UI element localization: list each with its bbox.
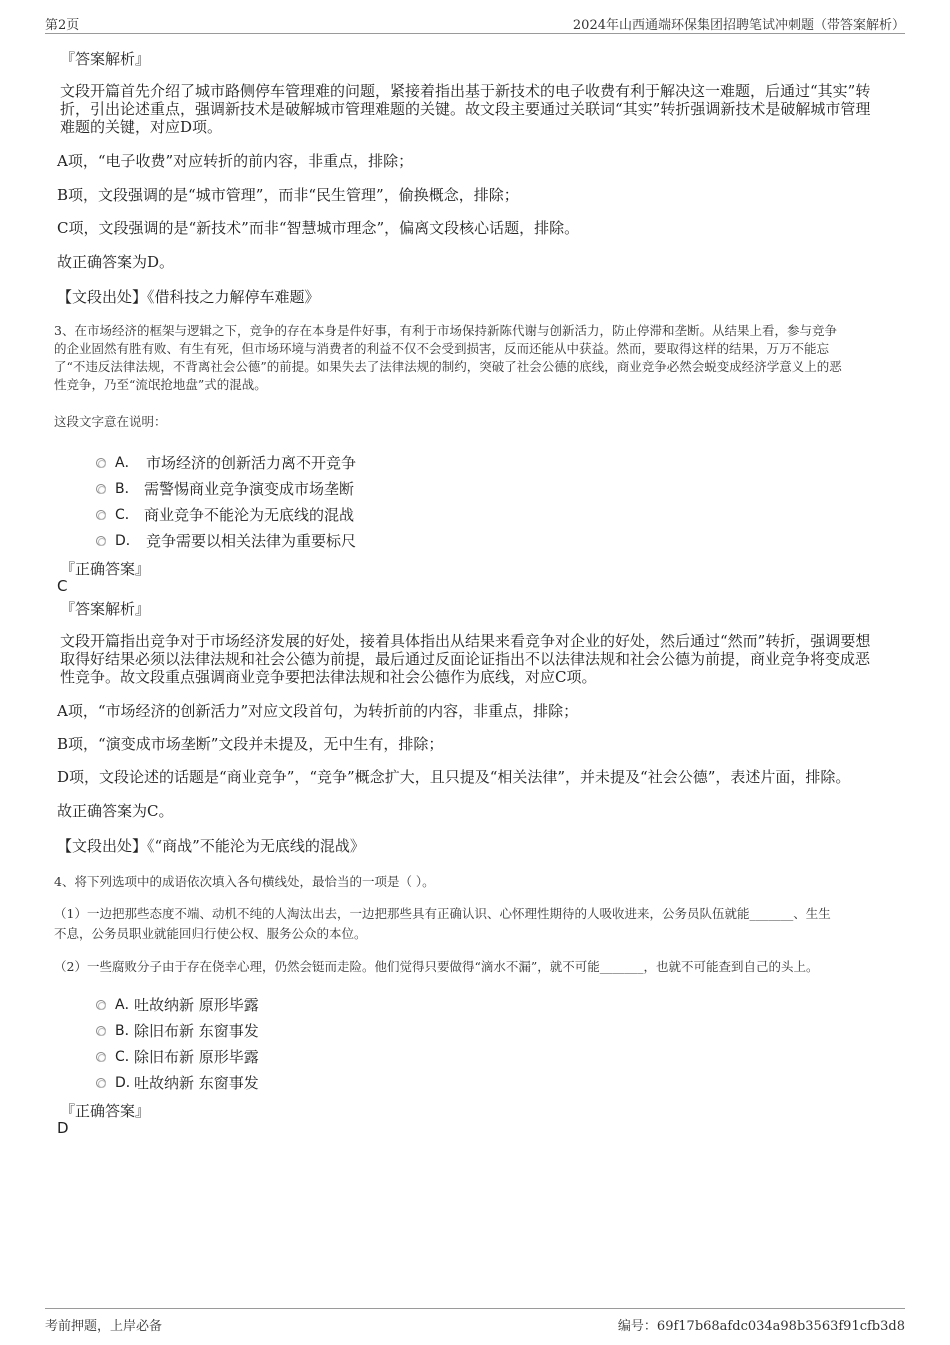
q3-source: [57, 835, 365, 856]
q3-analysis-tag: 『答案解析』: [60, 600, 151, 618]
q2-option-a-analysis: A项，“电子收费”对应转折的前内容，非重点，排除；: [57, 152, 414, 170]
q2-option-b-analysis: B项，文段强调的是“城市管理”，而非“民生管理”，偷换概念，排除；: [57, 186, 519, 204]
q3-source-title: 《“商战”不能沦为无底线的混战》: [147, 837, 365, 855]
q4-sentence-1-line-1: （1）一边把那些态度不端、动机不纯的人淘汰出去，一边把那些具有正确认识、心怀理性期待的人吸收进来，公务员队伍就能_______、生生: [54, 906, 831, 921]
q4-correct-tag: 『正确答案』: [60, 1102, 151, 1120]
q3-correct-tag: 『正确答案』: [60, 560, 151, 578]
q3-analysis-line-1: 文段开篇指出竞争对于市场经济发展的好处，接着具体指出从结果来看竞争对企业的好处，然后通过“然而”转折，强调要想: [60, 632, 871, 650]
q4-sentence-1-line-2: 不息，公务员职业就能回归行使公权、服务公众的本位。: [54, 926, 367, 941]
radio-icon[interactable]: [96, 1078, 106, 1088]
q3-stem-line-2: 的企业固然有胜有败、有生有死，但市场环境与消费者的利益不仅不会受到损害，反而还能从中获益。然而，要取得这样的结果，万万不能忘: [54, 341, 830, 356]
q3-stem-line-1: 3、在市场经济的框架与逻辑之下，竞争的存在本身是件好事，有利于市场保持新陈代谢与创新活力，防止停滞和垄断。从结果上看，参与竞争: [54, 323, 837, 338]
q3-analysis-line-2: 取得好结果必须以法律法规和社会公德为前提，最后通过反面论证指出不以法律法规和社会公德为前提，商业竞争将变成恶: [60, 650, 871, 668]
q3-conclusion: 故正确答案为C。: [57, 802, 174, 820]
radio-icon[interactable]: [96, 1052, 106, 1062]
q2-source: [57, 286, 320, 307]
footer-slogan: 考前押题，上岸必备: [45, 1319, 163, 1334]
q3-stem-line-4: 性竞争，乃至“流氓抢地盘”式的混战。: [54, 377, 267, 392]
q3-stem-line-3: 了“不违反法律法规，不背离社会公德”的前提。如果失去了法律法规的制约，突破了社会公德的底线，商业竞争必然会蜕变成经济学意义上的恶: [54, 359, 842, 374]
radio-icon[interactable]: [96, 510, 106, 520]
q3-option-b-analysis: B项，“演变成市场垄断”文段并未提及，无中生有，排除；: [57, 735, 444, 753]
q4-correct-answer: D: [57, 1119, 69, 1137]
q4-stem: 4、将下列选项中的成语依次填入各句横线处，最恰当的一项是（ ）。: [54, 874, 435, 889]
q2-analysis-line-2: 折，引出论述重点，强调新技术是破解城市管理难题的关键。故文段主要通过关联词“其实”转折强调新技术是破解城市管理: [60, 100, 871, 118]
q3-option-d-analysis: D项，文段论述的话题是“商业竞争”，“竞争”概念扩大，且只提及“相关法律”，并未提及“社会公德”，表述片面，排除。: [57, 768, 851, 786]
q2-analysis-line-3: 难题的关键，对应D项。: [60, 118, 223, 136]
q4-sentence-2: （2）一些腐败分子由于存在侥幸心理，仍然会铤而走险。他们觉得只要做得“滴水不漏”，就不可能_______，也就不可能查到自己的头上。: [54, 959, 819, 974]
q3-analysis-line-3: 性竞争。故文段重点强调商业竞争要把法律法规和社会公德作为底线，对应C项。: [60, 668, 597, 686]
q3-correct-answer: C: [57, 577, 68, 595]
radio-icon[interactable]: [96, 484, 106, 494]
q2-option-c-analysis: C项，文段强调的是“新技术”而非“智慧城市理念”，偏离文段核心话题，排除。: [57, 219, 580, 237]
q2-conclusion: 故正确答案为D。: [57, 253, 175, 271]
q2-analysis-tag: 『答案解析』: [60, 50, 151, 68]
q3-option-a-analysis: A项，“市场经济的创新活力”对应文段首句，为转折前的内容，非重点，排除；: [57, 702, 579, 720]
radio-icon[interactable]: [96, 458, 106, 468]
q2-source-title: 《借科技之力解停车难题》: [147, 288, 320, 306]
document-title: 2024年山西通端环保集团招聘笔试冲刺题（带答案解析）: [572, 18, 905, 33]
q2-analysis-line-1: 文段开篇首先介绍了城市路侧停车管理难的问题，紧接着指出基于新技术的电子收费有利于解决这一难题，后通过“其实”转: [60, 82, 871, 100]
document-code: 编号：69f17b68afdc034a98b3563f91cfb3d8: [617, 1319, 905, 1334]
page-footer: [45, 1308, 905, 1338]
radio-icon[interactable]: [96, 1000, 106, 1010]
q3-prompt: 这段文字意在说明：: [54, 414, 167, 429]
q2-source-label: 【文段出处】: [57, 288, 148, 306]
page-number: 第2页: [45, 18, 80, 33]
radio-icon[interactable]: [96, 1026, 106, 1036]
page-header: [45, 12, 905, 34]
radio-icon[interactable]: [96, 536, 106, 546]
q3-source-label: 【文段出处】: [57, 837, 148, 855]
